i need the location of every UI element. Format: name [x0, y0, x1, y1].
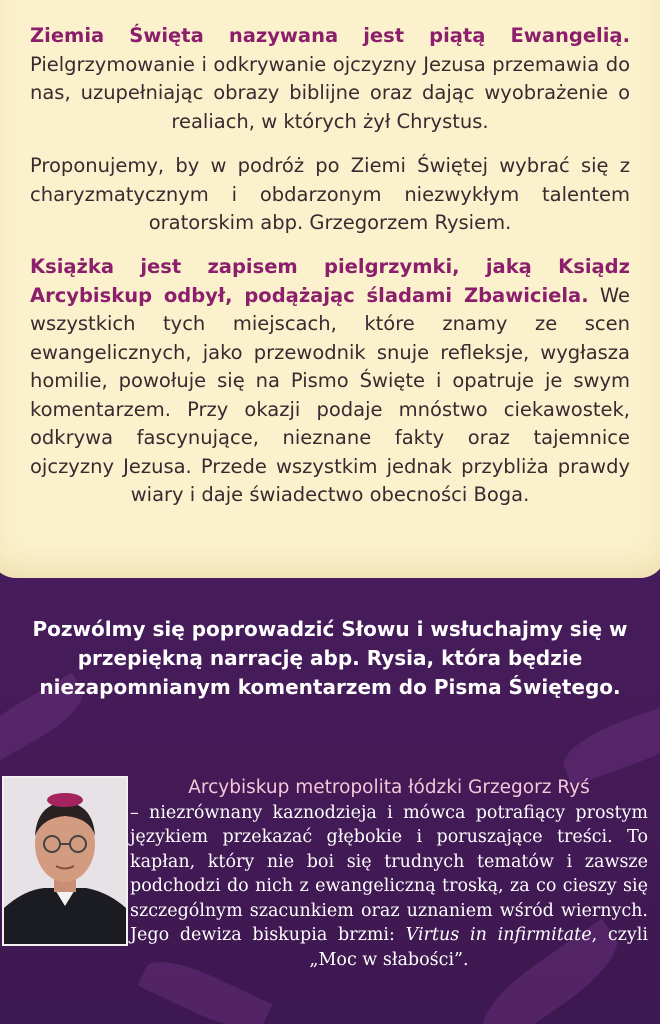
book-summary-body: We wszystkich tych miejscach, które znamy ze scen ewangelicznych, jako przewodnik snuje refleksje, wygłasza homilie, powołuje się na Pismo Święte i opatruje je swym komentarzem. Przy okazji podaje mnóstwo ciekawostek, odkrywa fascynujące, nieznane fakty oraz tajemnice ojczyzny Jezusa. Przede wszystkim jednak przybliża prawdy wiary i daje świadectwo obecności Boga.	[30, 283, 630, 506]
author-bio-body: – niezrównany kaznodzieja i mówca potrafiący prostym językiem przekazać głębokie i poruszające treści. To kapłan, który nie boi się trudnych tematów i zawsze podchodzi do nich z ewangeliczną troską, za co cieszy się szczególnym szacunkiem oraz uznaniem wśród wiernych. Jego dewiza biskupia brzmi:	[130, 802, 648, 945]
motto-polish: „Moc w słabości”.	[309, 949, 469, 970]
author-photo	[2, 776, 128, 946]
author-portrait-illustration	[4, 778, 126, 944]
intro-paragraph	[30, 22, 630, 136]
motto-latin: Virtus in infirmitate	[405, 925, 592, 945]
intro-heading: Ziemia Święta nazywana jest piątą Ewangelią.	[30, 24, 630, 47]
book-summary-heading: Książka jest zapisem pielgrzymki, jaką Ksiądz Arcybiskup odbył, podążając śladami Zbawiciela.	[30, 255, 630, 307]
decorative-leaf	[557, 697, 660, 786]
book-summary-paragraph	[30, 253, 630, 510]
author-bio	[130, 776, 648, 972]
proposal-paragraph: Proponujemy, by w podróż po Ziemi Świętej wybrać się z charyzmatycznym i obdarzonym niezwykłym talentem oratorskim abp. Grzegorzem Rysiem.	[30, 154, 630, 234]
intro-body: Pielgrzymowanie i odkrywanie ojczyzny Jezusa przemawia do nas, uzupełniając obrazy biblijne oraz dając wyobrażenie o realiach, w których żył Chrystus.	[30, 52, 630, 133]
author-bio-heading: Arcybiskup metropolita łódzki Grzegorz Ryś	[188, 777, 590, 798]
author-bio-connector: , czyli	[591, 925, 648, 945]
invitation-text: Pozwólmy się poprowadzić Słowu i wsłuchajmy się w przepiękną narrację abp. Rysia, która będzie niezapomnianym komentarzem do Pisma Świętego.	[32, 617, 628, 699]
